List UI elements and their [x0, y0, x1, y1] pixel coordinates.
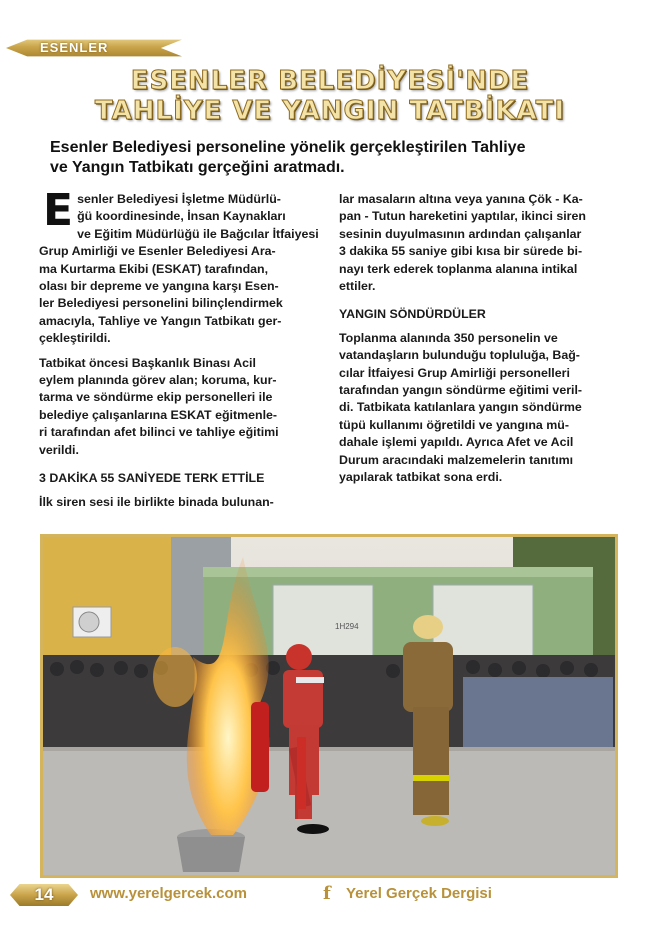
left-column: [39, 185, 324, 511]
paragraph: [339, 330, 622, 487]
text-line: vatandaşların bulunduğu topluluğa, Bağ-: [339, 348, 580, 363]
text-line: yapılarak tatbikat sona erdi.: [339, 470, 503, 485]
article-title-line1: ESENLER BELEDİYESİ'NDE: [130, 66, 530, 96]
paragraph: [39, 185, 324, 348]
container-label: 1H294: [335, 622, 359, 631]
facebook-icon[interactable]: f: [323, 883, 331, 904]
text-line: ettiler.: [339, 279, 376, 294]
section-label: ESENLER: [40, 40, 109, 55]
text-line: ri tarafından afet bilinci ve tahliye eğitimi: [39, 425, 279, 440]
text-line: çekleştirildi.: [39, 331, 111, 346]
text-line: İlk siren sesi ile birlikte binada bulunan-: [39, 494, 274, 509]
text-line: di. Tatbikata katılanlara yangın söndürme: [339, 400, 582, 415]
paragraph: [339, 191, 622, 295]
text-line: ler Belediyesi personelini bilinçlendirmek: [39, 296, 283, 311]
text-line: nayı terk ederek toplanma alanına intikal: [339, 261, 578, 276]
text-line: tarafından yangın söndürme eğitimi veril-: [339, 383, 583, 398]
text-line: Toplanma alanında 350 personelin ve: [339, 330, 558, 345]
text-line: ve Eğitim Müdürlüğü ile Bağcılar İtfaiyesi: [77, 226, 319, 241]
page-number: 14: [34, 885, 54, 904]
text-line: olası bir depreme ve yangına karşı Esen-: [39, 279, 279, 294]
text-line: sesinin duyulmasının ardından çalışanlar: [339, 226, 582, 241]
text-line: dahale işlemi yapıldı. Ayrıca Afet ve Acil: [339, 435, 574, 450]
text-line: senler Belediyesi İşletme Müdürlü-: [77, 192, 281, 206]
website-link[interactable]: www.yerelgercek.com: [90, 885, 248, 902]
text-line: lar masaların altına veya yanına Çök - Ka-: [339, 192, 583, 206]
text-line: ğü koordinesinde, İnsan Kaynakları: [77, 209, 286, 224]
text-line: verildi.: [39, 442, 79, 457]
text-line: amacıyla, Tahliye ve Yangın Tatbikatı ger-: [39, 313, 282, 328]
lead-line: Esenler Belediyesi personeline yönelik gerçekleştirilen Tahliye: [50, 139, 526, 156]
text-line: Durum aracındaki malzemelerin tanıtımı: [339, 452, 574, 467]
text-line: pan - Tutun hareketini yaptılar, ikinci siren: [339, 209, 586, 224]
lead-line: ve Yangın Tatbikatı gerçeğini aratmadı.: [50, 159, 345, 176]
article-lead: [50, 138, 625, 178]
text-line: cılar İtfaiyesi Grup Amirliği personelleri: [339, 365, 570, 380]
magazine-name: Yerel Gerçek Dergisi: [346, 885, 492, 902]
subheading: YANGIN SÖNDÜRDÜLER: [339, 307, 486, 322]
text-line: Grup Amirliği ve Esenler Belediyesi Ara-: [39, 244, 276, 259]
text-line: tarma ve söndürme ekip personelleri ile: [39, 390, 273, 405]
text-line: eylem planında görev alan; koruma, kur-: [39, 373, 277, 388]
right-column: [339, 191, 622, 487]
drop-cap: E: [43, 185, 74, 236]
subheading: 3 DAKİKA 55 SANİYEDE TERK ETTİLE: [39, 471, 265, 486]
paragraph: [39, 494, 324, 511]
fire-drill-photo: [43, 537, 615, 875]
text-line: tüpü kullanımı öğretildi ve yangına mü-: [339, 417, 569, 432]
article-photo: [40, 534, 618, 878]
text-line: Tatbikat öncesi Başkanlık Binası Acil: [39, 355, 256, 370]
text-line: 3 dakika 55 saniye gibi kısa bir sürede bi-: [339, 244, 583, 259]
article-title-line2: TAHLİYE VE YANGIN TATBİKATI: [94, 96, 566, 126]
text-line: belediye çalışanlarına ESKAT eğitmenle-: [39, 407, 278, 422]
paragraph: [39, 355, 324, 459]
text-line: ma Kurtarma Ekibi (ESKAT) tarafından,: [39, 261, 269, 276]
